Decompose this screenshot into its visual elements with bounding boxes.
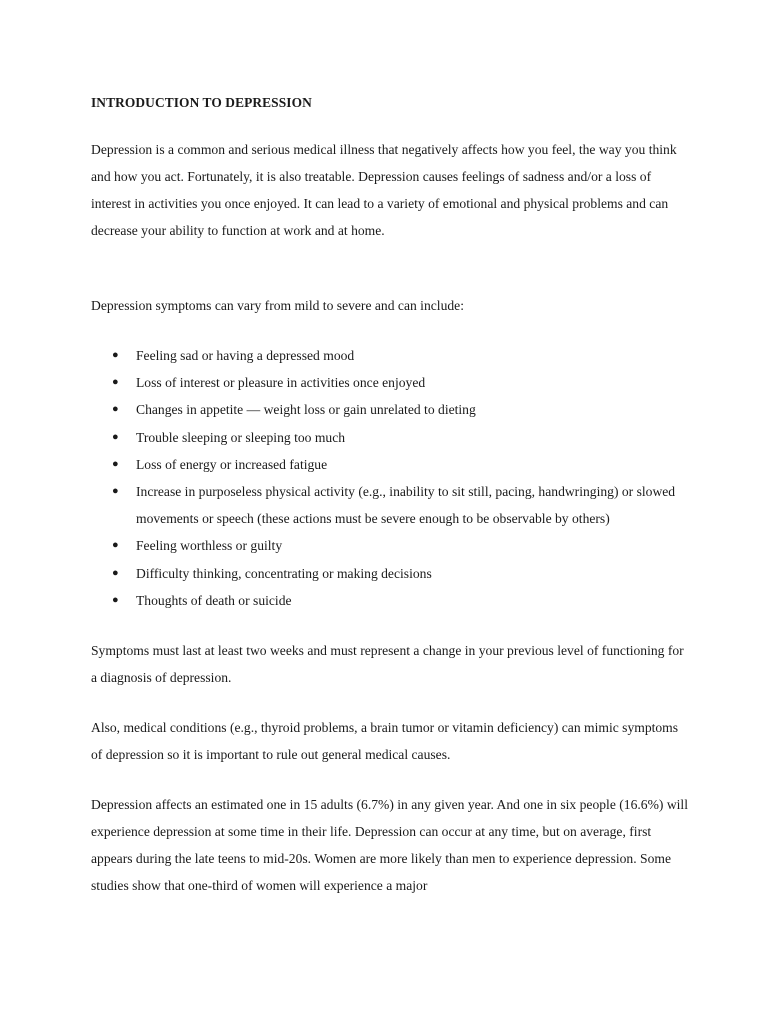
bullet-icon: ● [112, 457, 119, 470]
bullet-icon: ● [112, 485, 119, 498]
list-item [91, 369, 691, 396]
document-title: INTRODUCTION TO DEPRESSION [91, 95, 312, 110]
intro-paragraph: Depression is a common and serious medical illness that negatively affects how you feel, the way you think and how you act. Fortunately, it is also treatable. Depression causes feelings of sadness and/or a loss of interest in activities you once enjoyed. It can lead to a variety of emotional and physical problems and can decrease your ability to function at work and at home. [91, 142, 677, 238]
symptoms-intro: Depression symptoms can vary from mild to severe and can include: [91, 298, 464, 313]
symptom-text: Changes in appetite — weight loss or gain unrelated to dieting [136, 402, 476, 418]
symptom-text: Loss of energy or increased fatigue [136, 456, 328, 472]
bullet-icon: ● [112, 430, 119, 443]
list-item [91, 396, 691, 423]
list-item [91, 532, 691, 559]
list-item [91, 451, 691, 478]
medical-causes-paragraph: Also, medical conditions (e.g., thyroid problems, a brain tumor or vitamin deficiency) can mimic symptoms of depression so it is important to rule out general medical causes. [91, 720, 679, 763]
bullet-icon: ● [112, 349, 119, 361]
duration-paragraph: Symptoms must last at least two weeks and must represent a change in your previous level of functioning for a diagnosis of depression. [91, 643, 684, 686]
bullet-icon: ● [112, 376, 119, 389]
document-page [91, 92, 691, 899]
symptom-text: Increase in purposeless physical activity (e.g., inability to sit still, pacing, handwringing) or slowed movements or speech (these actions must be severe enough to be observable by others) [136, 484, 676, 527]
symptom-text: Feeling sad or having a depressed mood [136, 348, 355, 363]
symptom-text: Loss of interest or pleasure in activities once enjoyed [136, 375, 426, 391]
list-item [91, 560, 691, 587]
symptoms-list [91, 342, 691, 614]
bullet-icon: ● [112, 539, 119, 552]
list-item [91, 478, 691, 532]
bullet-icon: ● [112, 593, 119, 606]
list-item [91, 587, 691, 614]
list-item [91, 342, 691, 369]
symptom-text: Feeling worthless or guilty [136, 538, 283, 554]
list-item [91, 424, 691, 451]
prevalence-paragraph: Depression affects an estimated one in 15 adults (6.7%) in any given year. And one in six people (16.6%) will experience depression at some time in their life. Depression can occur at any time, but on average, first appears during the late teens to mid-20s. Women are more likely than men to experience depression. Some studies show that one-third of women will experience a major [91, 797, 688, 894]
bullet-icon: ● [112, 403, 119, 416]
symptom-text: Thoughts of death or suicide [136, 592, 292, 608]
symptom-text: Trouble sleeping or sleeping too much [136, 429, 346, 445]
bullet-icon: ● [112, 566, 119, 579]
symptom-text: Difficulty thinking, concentrating or making decisions [136, 565, 432, 581]
